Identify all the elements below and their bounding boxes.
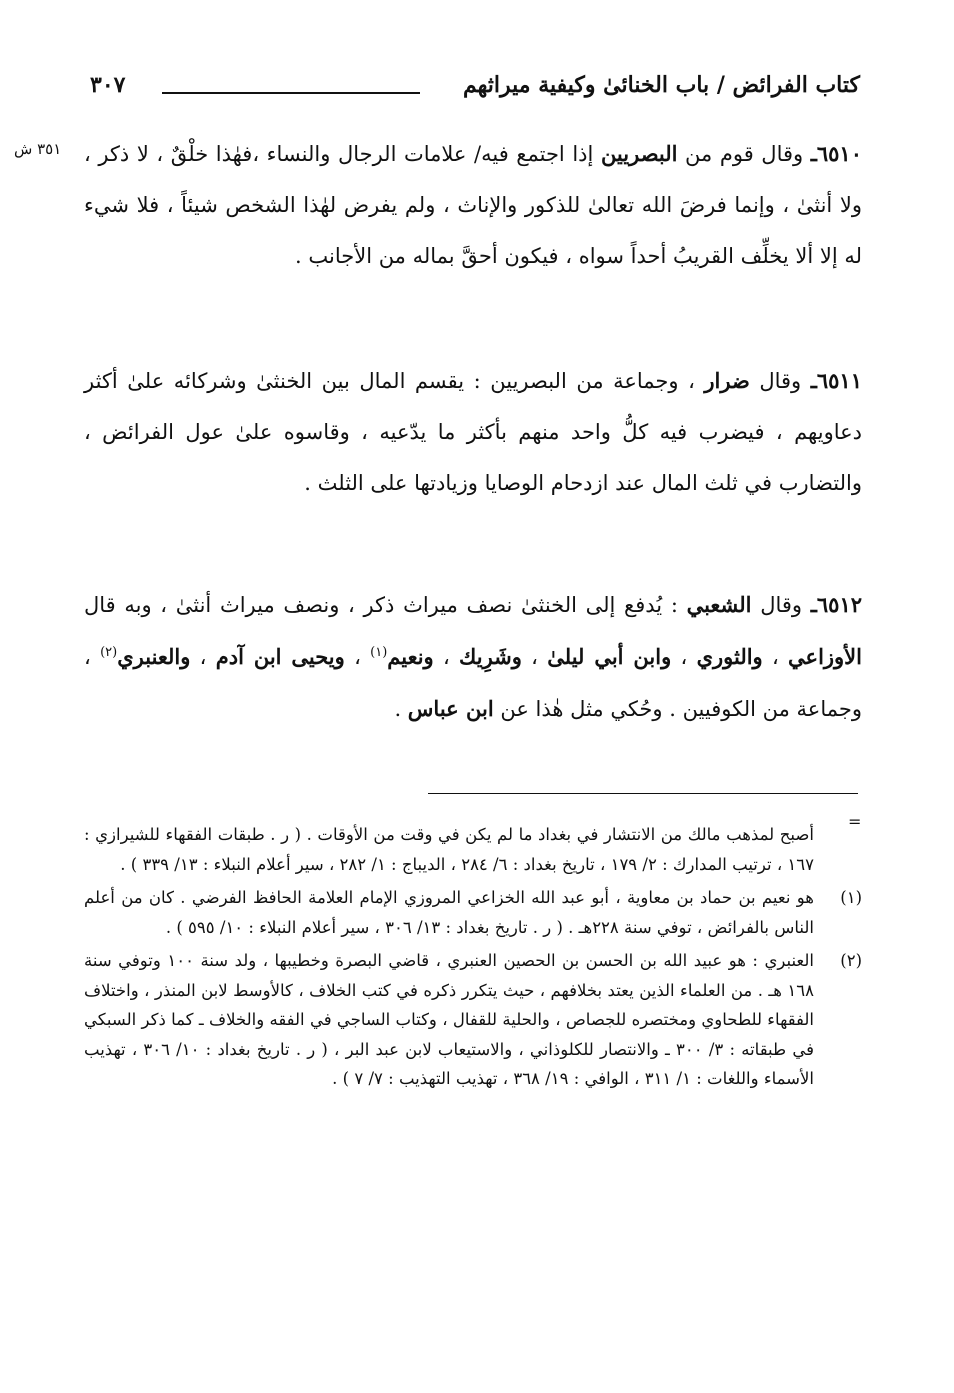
paragraph-text: ، <box>521 645 548 669</box>
paragraph-text: إذا اجتمع فيه/ علامات الرجال والنساء ،فهٰذا خلْقٌ ، لا ذكر ، ولا أنثىٰ ، وإنما فرضَ الله تعالىٰ للذكور والإناث ، ولم يفرض لهٰذا الشخص شيئاً ، فلا شيء له إلا ألا يخلِّف القريبُ أحداً سواه ، فيكون أحقَّ بماله من الأجانب . <box>84 142 862 268</box>
footnote-text: أصبح لمذهب مالك من الانتشار في بغداد ما لم يكن في وقت من الأوقات . ( ر . طبقات الفقهاء للشيرازي : ١٦٧ ، ترتيب المدارك : ٢/ ١٧٩ ، تاريخ بغداد : ٦/ ٢٨٤ ، الديباج : ١/ ٢٨٢ ، سير أعلام النبلاء : ١٣/ ٣٣٩ ) . <box>84 825 814 874</box>
footnote-text: هو نعيم بن حماد بن معاوية ، أبو عبد الله الخزاعي المروزي الإمام العلامة الحافظ الفرضي . كان من أعلم الناس بالفرائض ، توفي سنة ٢٢٨هـ . ( ر . تاريخ بغداد : ١٣/ ٣٠٦ ، سير أعلام النبلاء : ١٠/ ٥٩٥ ) . <box>84 888 814 937</box>
footnote-1 <box>84 883 862 942</box>
cited-name: ويحيى ابن آدم <box>215 644 345 669</box>
cited-name: والثوري <box>696 644 763 669</box>
cited-name: الشعبي <box>686 592 752 617</box>
paragraph-6512 <box>84 579 862 735</box>
footnote-text: العنبري : هو عبيد الله بن الحسن بن الحصين العنبري ، قاضي البصرة وخطيبها ، ولد سنة ١٠٠ وتوفي سنة ١٦٨ هـ . من العلماء الذين يعتد بخلافهم ، حيث يتكرر ذكره في كتب الخلاف ، كالأوسط لابن المنذر ، واختلاف الفقهاء للطحاوي ومختصره للجصاص ، والحلية للقفال ، وكتاب الساجي في الفقه والخلاف ـ كما ذكر السبكي في طبقاته : ٣/ ٣٠٠ ـ والانتصار للكلوذاني ، والاستيعاب لابن عبد البر ، ( ر . تاريخ بغداد : ١٠/ ٣٠٦ ، تهذيب الأسماء واللغات : ١/ ٣١١ ، الوافي : ١٩/ ٣٦٨ ، تهذيب التهذيب : ٧/ ٧ ) . <box>84 951 815 1088</box>
footnote-number: (١) <box>840 888 862 907</box>
footnote-separator <box>428 793 858 794</box>
paragraph-text: ، <box>190 645 216 669</box>
footnote-number: (٢) <box>840 951 862 970</box>
paragraph-text: . <box>394 697 408 721</box>
footnote-reference[interactable]: (١) <box>370 645 388 660</box>
cited-name: البصريين <box>600 141 678 166</box>
cited-name: ابن عباس <box>407 696 494 721</box>
cited-name: ضرار <box>704 368 750 393</box>
paragraph-number: ٦٥١٠ـ <box>810 141 862 166</box>
cited-name: والعنبري <box>117 644 191 669</box>
cited-name: وشَرِيك <box>459 644 522 669</box>
footnote-reference[interactable]: (٢) <box>100 645 118 660</box>
header-title: كتاب الفرائض / باب الخنائىٰ وكيفية ميراثهم <box>462 72 860 98</box>
paragraph-text: ، <box>762 645 789 669</box>
paragraph-text: وقال <box>751 593 811 617</box>
paragraph-number: ٦٥١١ـ <box>810 368 862 393</box>
paragraph-number: ٦٥١٢ـ <box>810 592 863 617</box>
margin-note: ٣٥١ ش <box>14 140 62 158</box>
paragraph-text: وقال <box>749 369 811 393</box>
footnotes <box>84 820 862 1094</box>
paragraph-6511 <box>84 355 862 509</box>
paragraph-text: ، <box>433 645 460 669</box>
running-header <box>90 72 860 112</box>
footnote-continuation-mark: = <box>848 812 862 831</box>
paragraph-6510 <box>84 128 862 282</box>
paragraph-text: ، <box>671 645 697 669</box>
paragraph-text: ، وجماعة من البصريين : يقسم المال بين الخنثىٰ وشركائه علىٰ أكثر دعاويهم ، فيضرب فيه كلُّ واحد منهم بأكثر ما يدّعيه ، وقاسوه علىٰ عول الفرائض ، والتضارب في ثلث المال عند ازدحام الوصايا وزيادتها على الثلث . <box>84 369 862 495</box>
cited-name: الأوزاعي <box>788 644 862 669</box>
paragraph-text: وقال قوم من <box>677 142 811 166</box>
paragraph-text: ، <box>344 645 371 669</box>
footnote-2 <box>84 946 862 1094</box>
header-rule <box>162 92 420 94</box>
paragraph-text: : يُدفع إلى الخنثىٰ نصف ميراث ذكر ، ونصف ميراث أنثىٰ ، وبه قال <box>84 593 687 617</box>
paragraph-text: ، وجماعة من الكوفيين . وحُكي مثل هٰذا عن <box>84 645 862 721</box>
cited-name: ونعيم <box>387 644 434 669</box>
page-number: ٣٠٧ <box>90 72 126 98</box>
cited-name: وابن أبي ليلىٰ <box>547 644 672 669</box>
footnote-continued <box>84 820 862 879</box>
